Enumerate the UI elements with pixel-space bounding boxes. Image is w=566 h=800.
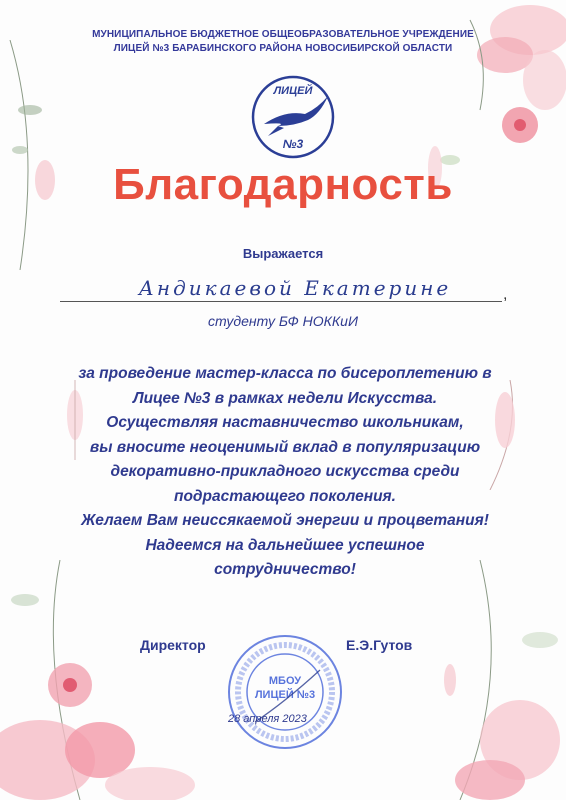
organization-line-2: ЛИЦЕЙ №3 БАРАБИНСКОГО РАЙОНА НОВОСИБИРСКОЙ ОБЛАСТИ bbox=[113, 43, 453, 54]
floral-decoration-bottom-right bbox=[420, 560, 566, 800]
body-line: вы вносите неоценимый вклад в популяризацию bbox=[89, 438, 481, 456]
official-stamp bbox=[225, 632, 345, 752]
name-underline bbox=[60, 301, 502, 302]
certificate-title: Благодарность bbox=[113, 160, 453, 209]
director-label: Директор bbox=[140, 637, 206, 653]
expressed-label: Выражается bbox=[242, 246, 324, 261]
logo-top-text: ЛИЦЕЙ bbox=[273, 85, 313, 97]
floral-decoration-left bbox=[0, 40, 70, 270]
stamp-center-line-1: МБОУ bbox=[268, 675, 302, 687]
lyceum-logo bbox=[250, 74, 336, 160]
body-line: за проведение мастер-класса по бисероплетению в bbox=[78, 365, 492, 382]
body-line: сотрудничество! bbox=[214, 561, 356, 578]
organization-header bbox=[0, 28, 566, 56]
body-line: Надеемся на дальнейшее успешное bbox=[145, 536, 425, 554]
floral-decoration-bottom-left bbox=[0, 560, 220, 800]
body-line: Осуществляя наставничество школьникам, bbox=[106, 414, 464, 431]
logo-bottom-text: №3 bbox=[282, 137, 304, 151]
body-line: подрастающего поколения. bbox=[173, 487, 396, 505]
body-line: декоративно-прикладного искусства среди bbox=[110, 463, 460, 480]
recipient-name: Андикаевой Екатерине bbox=[138, 276, 452, 300]
director-name: Е.Э.Гутов bbox=[346, 637, 413, 653]
stamp-center-line-2: ЛИЦЕЙ №3 bbox=[254, 689, 316, 701]
organization-line-1: МУНИЦИПАЛЬНОЕ БЮДЖЕТНОЕ ОБЩЕОБРАЗОВАТЕЛЬНОЕ УЧРЕЖДЕНИЕ bbox=[92, 29, 474, 40]
issue-date: 28 апреля 2023 bbox=[228, 713, 307, 725]
body-line: Желаем Вам неиссякаемой энергии и процветания! bbox=[81, 512, 489, 529]
certificate-body bbox=[40, 362, 530, 583]
recipient-position: студенту БФ НОККиИ bbox=[208, 313, 358, 329]
name-comma: , bbox=[503, 286, 508, 303]
body-line: Лицее №3 в рамках недели Искусства. bbox=[132, 389, 438, 407]
